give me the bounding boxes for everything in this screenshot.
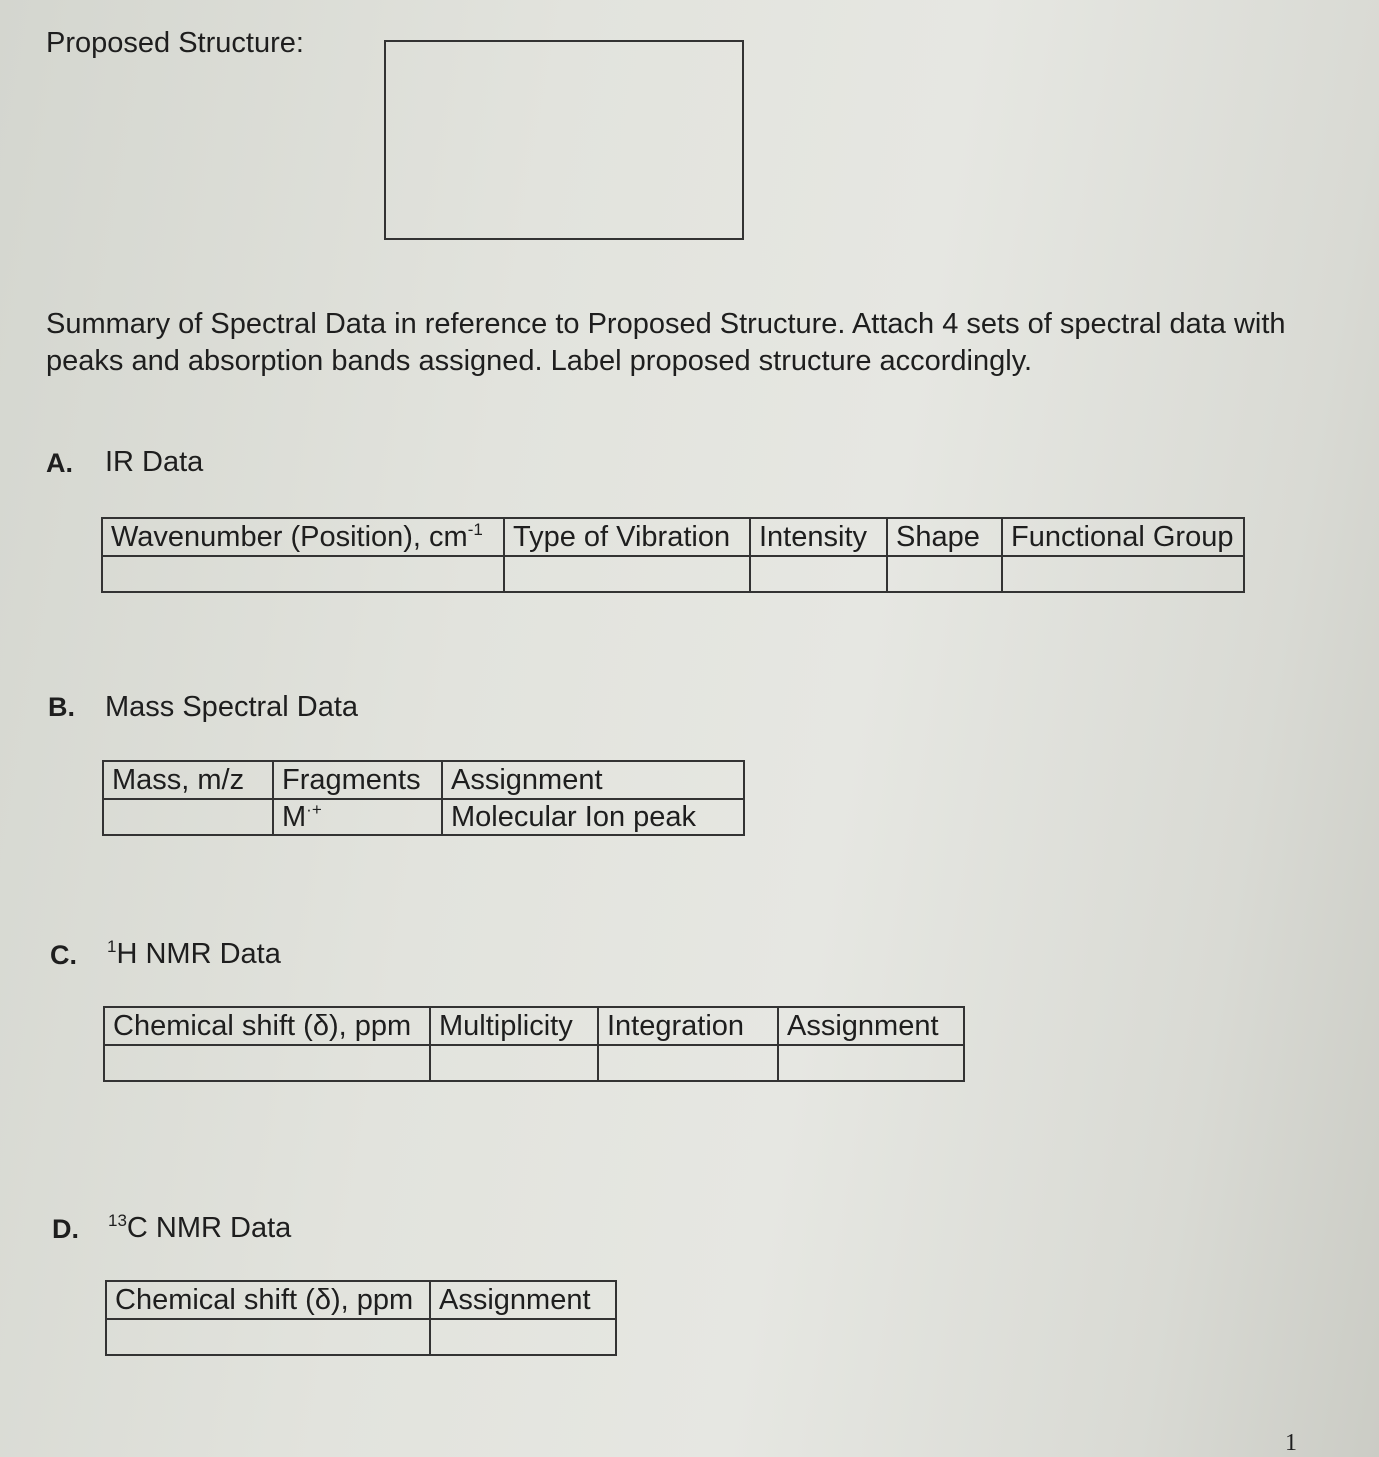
c-nmr-cell-assignment[interactable] (430, 1319, 616, 1355)
h-nmr-table (103, 1006, 965, 1082)
mass-header-mz: Mass, m/z (103, 761, 273, 799)
mass-header-fragments: Fragments (273, 761, 442, 799)
mass-fragment-sup: ·+ (306, 799, 322, 819)
table-header-row (106, 1281, 616, 1319)
ir-header-shape: Shape (887, 518, 1002, 556)
h-nmr-title-text: H NMR Data (116, 938, 281, 970)
table-row (102, 556, 1244, 592)
h-nmr-header-assignment: Assignment (778, 1007, 964, 1045)
ir-cell-shape[interactable] (887, 556, 1002, 592)
c-nmr-table (105, 1280, 617, 1356)
section-d-letter: D. (52, 1214, 79, 1244)
table-row (106, 1319, 616, 1355)
section-c-letter: C. (50, 940, 77, 970)
c-nmr-title-sup: 13 (108, 1211, 127, 1230)
h-nmr-cell-assignment[interactable] (778, 1045, 964, 1081)
ir-cell-vibration[interactable] (504, 556, 750, 592)
h-nmr-title (107, 938, 281, 971)
table-header-row (102, 518, 1244, 556)
ir-header-wavenumber-sup: -1 (467, 519, 483, 539)
section-b-letter: B. (48, 692, 75, 722)
mass-data-table (102, 760, 745, 836)
table-header-row (104, 1007, 964, 1045)
h-nmr-title-sup: 1 (107, 937, 117, 956)
ir-cell-functional-group[interactable] (1002, 556, 1244, 592)
c-nmr-header-assignment: Assignment (430, 1281, 616, 1319)
page-number: 1 (1285, 1430, 1297, 1456)
summary-text: Summary of Spectral Data in reference to Proposed Structure. Attach 4 sets of spectral data with peaks and absorption bands assigned. Label proposed structure accordingly. (46, 308, 1286, 377)
c-nmr-title (108, 1212, 291, 1245)
ir-data-title: IR Data (105, 446, 204, 478)
h-nmr-header-shift: Chemical shift (δ), ppm (104, 1007, 430, 1045)
h-nmr-cell-multiplicity[interactable] (430, 1045, 598, 1081)
ir-header-vibration: Type of Vibration (504, 518, 750, 556)
c-nmr-title-text: C NMR Data (126, 1212, 292, 1244)
table-row (103, 799, 744, 835)
h-nmr-cell-shift[interactable] (104, 1045, 430, 1081)
mass-data-title: Mass Spectral Data (105, 691, 359, 723)
ir-header-wavenumber-text: Wavenumber (Position), cm (111, 520, 468, 553)
table-row (104, 1045, 964, 1081)
ir-header-wavenumber (102, 518, 504, 556)
proposed-structure-box[interactable] (384, 40, 744, 240)
mass-fragment-text: M (282, 800, 307, 833)
mass-cell-assignment: Molecular Ion peak (442, 799, 744, 835)
section-a-letter: A. (46, 448, 73, 478)
h-nmr-header-integration: Integration (598, 1007, 778, 1045)
c-nmr-cell-shift[interactable] (106, 1319, 430, 1355)
ir-header-intensity: Intensity (750, 518, 887, 556)
ir-cell-wavenumber[interactable] (102, 556, 504, 592)
mass-cell-fragment (273, 799, 442, 835)
ir-header-functional-group: Functional Group (1002, 518, 1244, 556)
h-nmr-header-multiplicity: Multiplicity (430, 1007, 598, 1045)
mass-cell-mz[interactable] (103, 799, 273, 835)
proposed-structure-label: Proposed Structure: (46, 27, 304, 59)
ir-data-table (101, 517, 1245, 593)
c-nmr-header-shift: Chemical shift (δ), ppm (106, 1281, 430, 1319)
h-nmr-cell-integration[interactable] (598, 1045, 778, 1081)
ir-cell-intensity[interactable] (750, 556, 887, 592)
mass-header-assignment: Assignment (442, 761, 744, 799)
table-header-row (103, 761, 744, 799)
